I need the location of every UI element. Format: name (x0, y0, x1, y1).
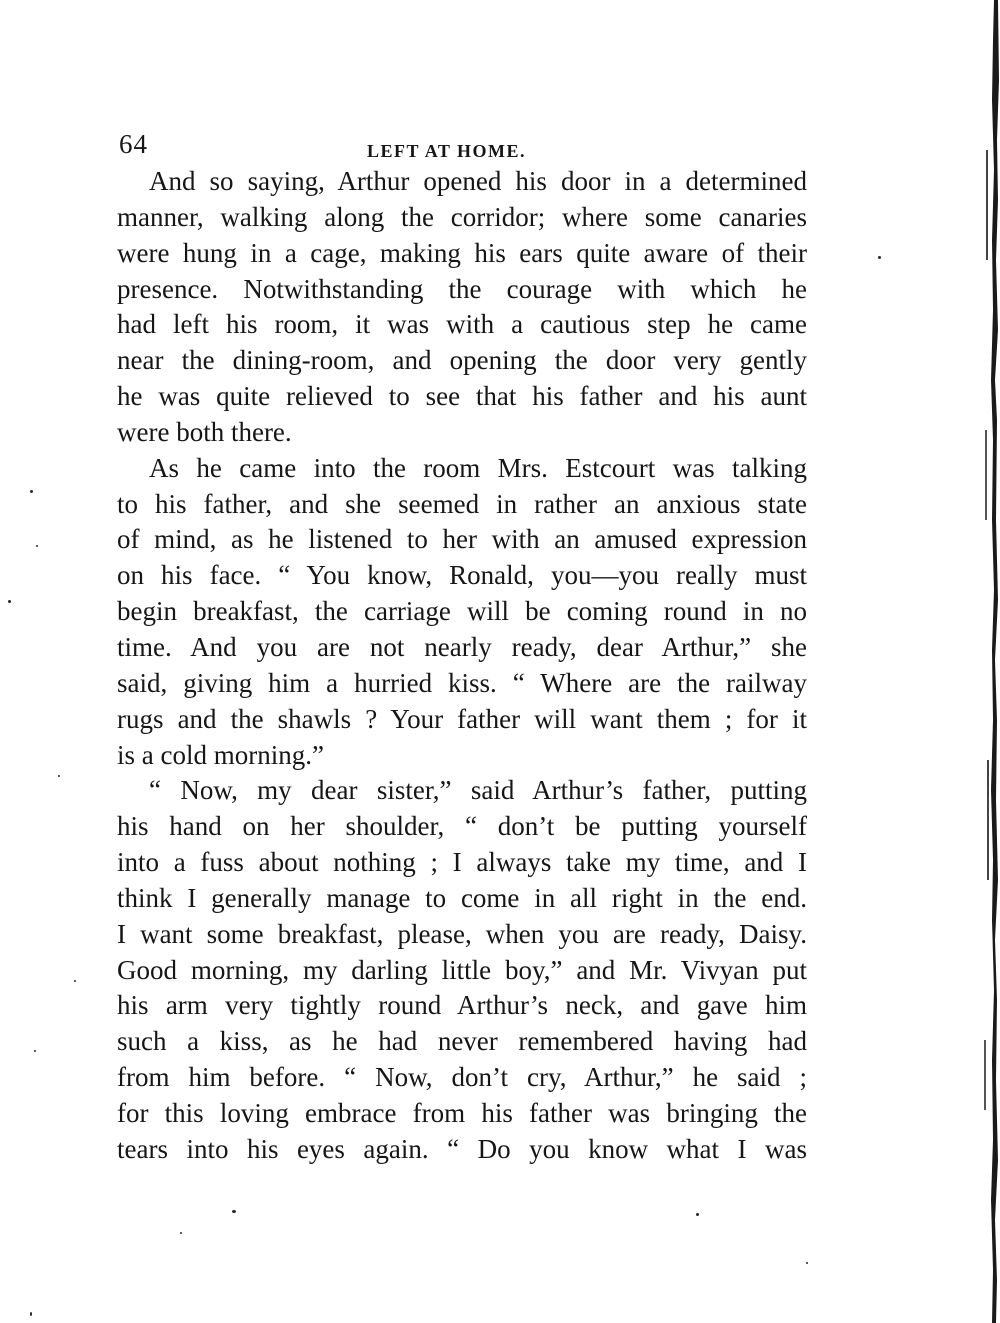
text-line: is a cold morning.” (117, 739, 324, 770)
page-number: 64 (119, 129, 148, 159)
scan-speck (36, 545, 38, 547)
scan-speck (34, 1050, 36, 1052)
text-line: his hand on her shoulder, “ don’t be putting yourself (117, 811, 807, 842)
text-line: to his father, and she seemed in rather an anxious state (117, 488, 807, 519)
text-line: presence. Notwithstanding the courage with which he (117, 273, 807, 304)
scan-speck (806, 1262, 808, 1264)
text-line: time. And you are not nearly ready, dear Arthur,” she (117, 631, 807, 662)
scan-speck (58, 775, 60, 777)
text-line: on his face. “ You know, Ronald, you—you really must (117, 560, 807, 591)
scan-speck (180, 1232, 182, 1234)
text-line: had left his room, it was with a cautious step he came (117, 309, 807, 340)
scan-speck (30, 1312, 32, 1316)
text-line: begin breakfast, the carriage will be coming round in no (117, 596, 807, 627)
text-line: rugs and the shawls ? Your father will want them ; for it (117, 703, 807, 734)
text-line: he was quite relieved to see that his father and his aunt (117, 381, 807, 412)
text-line: near the dining-room, and opening the door very gently (117, 345, 807, 376)
text-line: think I generally manage to come in all right in the end. (117, 882, 807, 913)
text-line: I want some breakfast, please, when you are ready, Daisy. (117, 918, 807, 949)
text-line: such a kiss, as he had never remembered having had (117, 1026, 807, 1057)
scan-speck (696, 1213, 699, 1216)
running-head (117, 126, 807, 166)
text-line: As he came into the room Mrs. Estcourt was talking (149, 452, 807, 483)
running-title: LEFT AT HOME. (367, 141, 527, 161)
text-line: from him before. “ Now, don’t cry, Arthur,” he said ; (117, 1062, 807, 1093)
scan-speck (232, 1210, 236, 1213)
scan-speck (878, 256, 881, 259)
text-line: were hung in a cage, making his ears quite aware of their (117, 237, 807, 268)
text-line: manner, walking along the corridor; where some canaries (117, 201, 807, 232)
scan-speck (30, 490, 33, 493)
scan-speck (8, 600, 11, 603)
scan-speck (74, 980, 76, 982)
text-line: of mind, as he listened to her with an amused expression (117, 524, 807, 555)
text-line: tears into his eyes again. “ Do you know what I was (117, 1133, 807, 1164)
text-line: said, giving him a hurried kiss. “ Where are the railway (117, 667, 807, 698)
text-line: And so saying, Arthur opened his door in a determined (149, 166, 807, 196)
text-line: were both there. (117, 416, 292, 447)
text-line: his arm very tightly round Arthur’s neck, and gave him (117, 990, 807, 1021)
text-line: into a fuss about nothing ; I always take my time, and I (117, 847, 807, 878)
text-line: for this loving embrace from his father was bringing the (117, 1097, 807, 1128)
text-line: Good morning, my darling little boy,” and Mr. Vivyan put (117, 954, 807, 985)
text-line: “ Now, my dear sister,” said Arthur’s father, putting (149, 775, 807, 806)
binding-edge-shadow (968, 0, 1000, 1323)
body-text (117, 164, 807, 1168)
